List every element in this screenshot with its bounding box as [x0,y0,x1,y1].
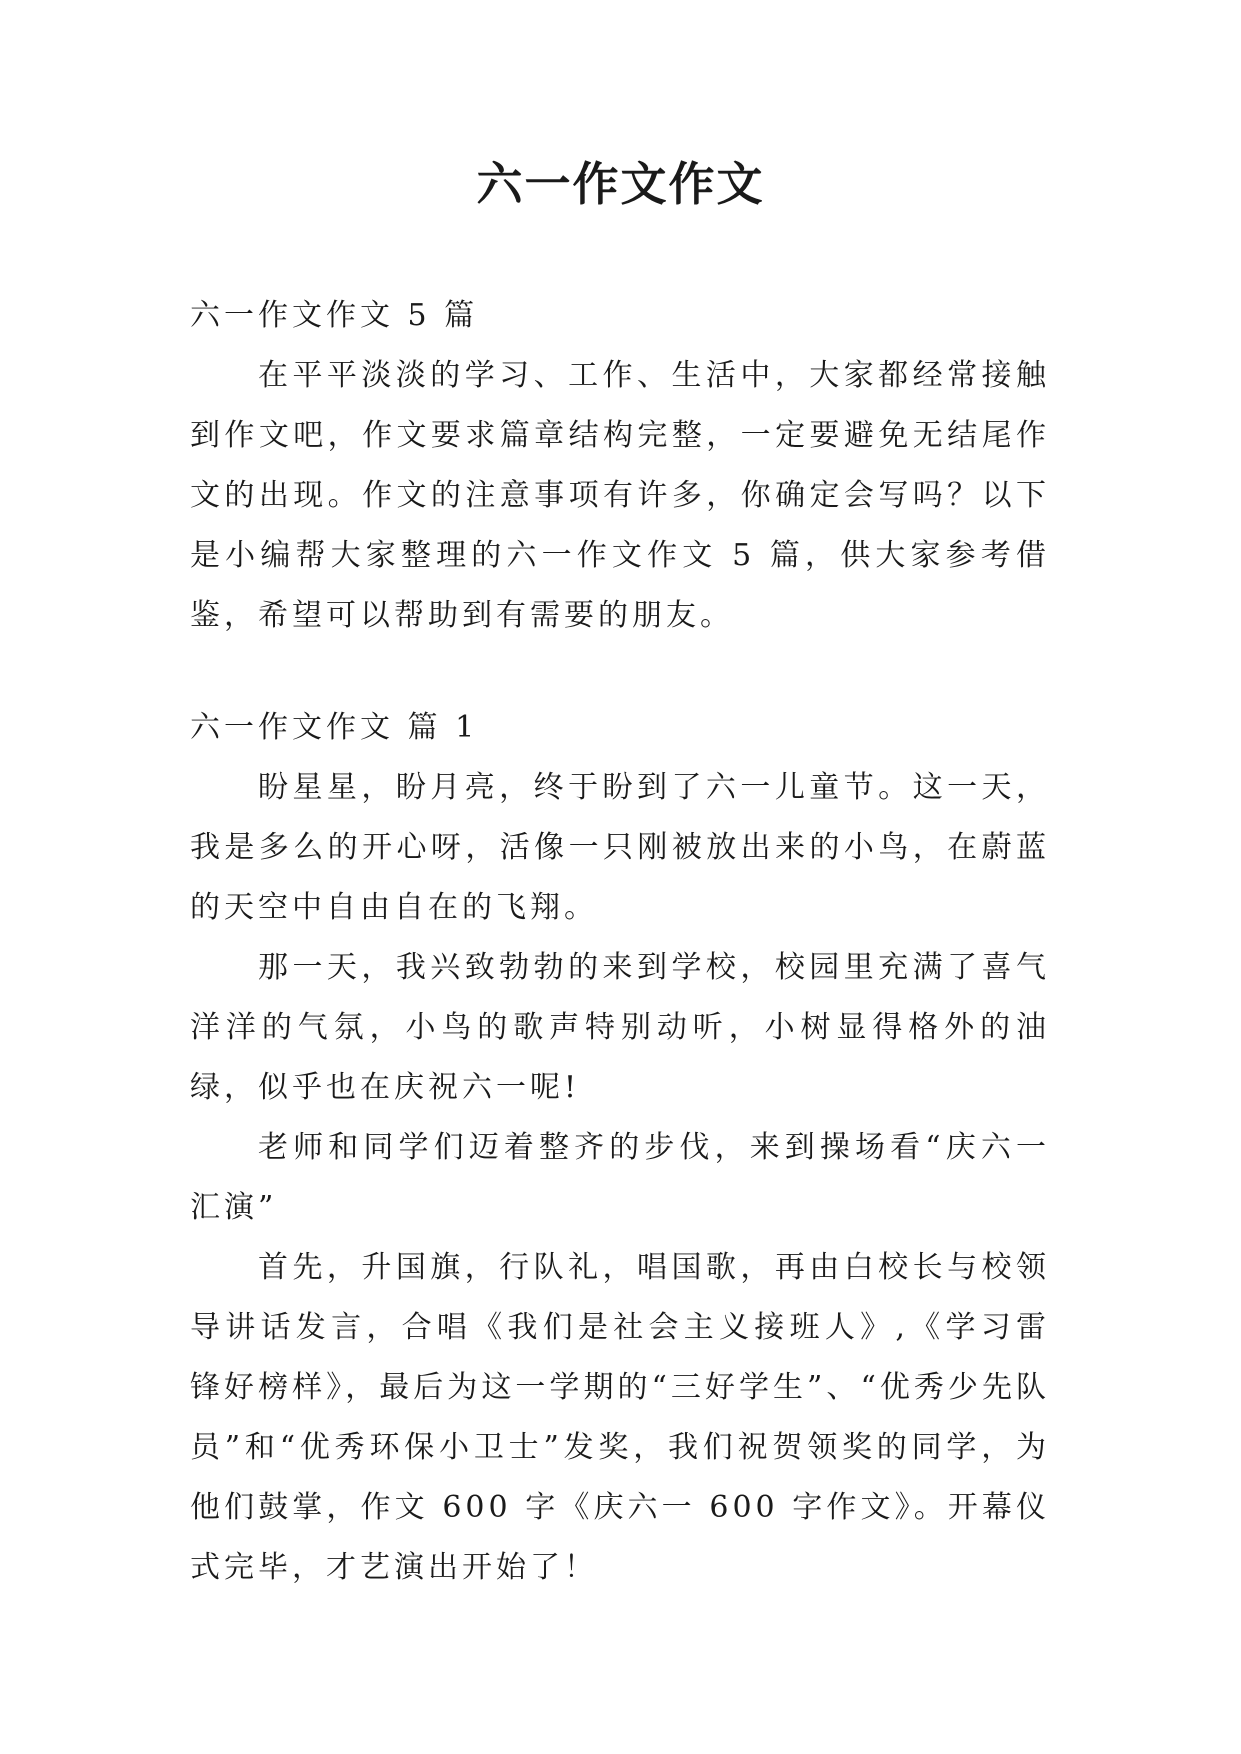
intro-paragraph: 在平平淡淡的学习、工作、生活中，大家都经常接触到作文吧，作文要求篇章结构完整，一定要避免无结尾作文的出现。作文的注意事项有许多，你确定会写吗？以下是小编帮大家整理的六一作文作文 5 篇，供大家参考借鉴，希望可以帮助到有需要的朋友。 [190,358,1050,633]
body-paragraph-4: 首先，升国旗，行队礼，唱国歌，再由白校长与校领导讲话发言，合唱《我们是社会主义接班人》,《学习雷锋好榜样》，最后为这一学期的“三好学生”、“优秀少先队员”和“优秀环保小卫士”发奖，我们祝贺领奖的同学，为他们鼓掌，作文 600 字《庆六一 600 字作文》。开幕仪式完毕，才艺演出开始了！ [190,1250,1050,1585]
document-body [190,286,1050,1598]
body-paragraph-2: 那一天，我兴致勃勃的来到学校，校园里充满了喜气洋洋的气氛，小鸟的歌声特别动听，小树显得格外的油绿，似乎也在庆祝六一呢! [190,950,1050,1105]
body-paragraph-1: 盼星星，盼月亮，终于盼到了六一儿童节。这一天，我是多么的开心呀，活像一只刚被放出来的小鸟，在蔚蓝的天空中自由自在的飞翔。 [190,770,1050,925]
section-spacer [190,646,1050,698]
body-paragraph-3: 老师和同学们迈着整齐的步伐，来到操场看“庆六一汇演” [190,1130,1050,1225]
document-title: 六一作文作文 [476,157,765,211]
section-heading: 六一作文作文 篇 1 [190,710,479,745]
document-subtitle: 六一作文作文 5 篇 [190,298,479,333]
